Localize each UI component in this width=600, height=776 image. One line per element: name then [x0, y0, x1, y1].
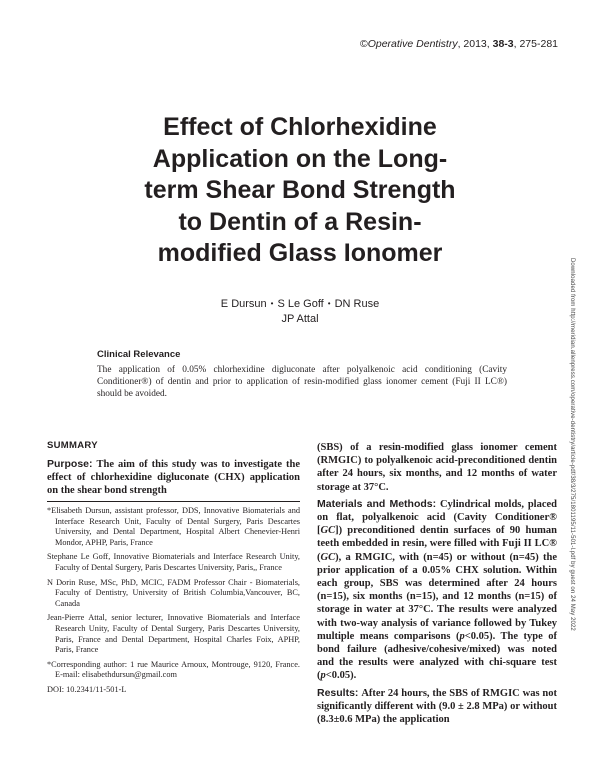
title-line: to Dentin of a Resin- [178, 207, 422, 236]
author-separator: • [270, 299, 274, 308]
affiliations [47, 506, 300, 700]
summary-heading: SUMMARY [47, 440, 98, 451]
purpose-text: The aim of this study was to investigate the effect of chlorhexidine digluconate (CHX) application on the shear bond strength [47, 459, 300, 497]
journal-name: Operative Dentistry [367, 38, 458, 50]
corresponding-author-note: *Corresponding author: 1 rue Maurice Arnoux, Montrouge, 9120, France. E-mail: elisabethdursun@gmail.com [47, 659, 300, 680]
title-line: Application on the Long- [152, 144, 448, 173]
author-list [0, 296, 600, 327]
purpose-label: Purpose: [47, 458, 93, 470]
abstract-continued [317, 441, 557, 730]
methods-label: Materials and Methods: [317, 497, 437, 510]
doi: DOI: 10.2341/11-501-L [47, 684, 127, 694]
results-label: Results: [317, 686, 359, 699]
abstract-results: Results: After 24 hours, the SBS of RMGIC was not significantly different with (9.0 ± 2.8 MPa) or without (8.3±0.6 MPa) the application [317, 686, 557, 726]
journal-year: , 2013, [457, 38, 493, 50]
footnote-divider [47, 501, 300, 502]
author-name: DN Ruse [334, 298, 380, 310]
affiliation-note: Jean-Pierre Attal, senior lecturer, Innovative Biomaterials and Interface Research Unity, Faculty of Dental Surgery, Paris Descartes University, Paris, France and Dental Department, Hospital Charles Foix, APHP, Paris, France [47, 613, 300, 655]
author-name: E Dursun [220, 298, 267, 310]
article-title [60, 112, 540, 270]
title-line: Effect of Chlorhexidine [163, 113, 437, 141]
download-side-note: Downloaded from http://meridian.allenpress.com/operative-dentistry/article-pdf/38/3/275/1801195/11-501-l.pdf by guest on 24 May 2022 [569, 258, 575, 631]
title-line: term Shear Bond Strength [144, 176, 456, 204]
purpose-continued: (SBS) of a resin-modified glass ionomer cement (RMGIC) to polyalkenoic acid-preconditioned dentin after 24 hours, six months, and 12 months of water storage at 37°C. [317, 442, 557, 493]
title-line: modified Glass Ionomer [157, 239, 443, 267]
journal-pages: , 275-281 [513, 38, 558, 50]
journal-volume: 38-3 [492, 38, 514, 50]
affiliation-note: N Dorin Ruse, MSc, PhD, MCIC, FADM Professor Chair - Biomaterials, Faculty of Dentistry, University of British Columbia,Vancouver, BC, Canada [47, 577, 300, 608]
abstract-methods: Materials and Methods: Cylindrical molds, placed on flat, polyalkenoic acid (Cavity Conditioner® [GC]) preconditioned dentin surfaces of 90 human teeth embedded in resin, were filled with Fuji II LC® (GC), a RMGIC, with (n=45) or without (n=45) the prior application of a 0.05% CHX solution. Within each group, SBS was determined after 24 hours (n=15), six months (n=15), and 12 months (n=15) of storage in water at 37°C. The results were analyzed with two-way analysis of variance followed by Tukey multiple means comparisons (p<0.05). The type of bond failure (adhesive/cohesive/mixed) was noted and the results were analyzed with chi-square test (p<0.05). [317, 497, 558, 682]
journal-citation [360, 38, 558, 50]
affiliation-note: *Elisabeth Dursun, assistant professor, DDS, Innovative Biomaterials and Interface Research Unit, Faculty of Dental Surgery, Paris Descartes University, and Dental Department, Hospital Albert Chenevier-Henri Mondor, APHP, Paris, France [47, 506, 300, 547]
author-separator: • [327, 299, 331, 308]
abstract-purpose [47, 458, 300, 498]
author-name: S Le Goff [277, 298, 324, 310]
affiliation-note: Stephane Le Goff, Innovative Biomaterials and Interface Research Unity, Faculty of Dental Surgery, Paris Descartes University, Paris,, France [47, 552, 300, 572]
clinical-relevance-heading: Clinical Relevance [97, 349, 181, 360]
author-name: JP Attal [281, 313, 319, 325]
copyright-mark: © [359, 38, 368, 50]
clinical-relevance-text: The application of 0.05% chlorhexidine digluconate after polyalkenoic acid conditioning (Cavity Conditioner®) of dentin and prior to application of resin-modified glass ionomer cement (Fuji II LC®) should be avoided. [97, 365, 507, 399]
